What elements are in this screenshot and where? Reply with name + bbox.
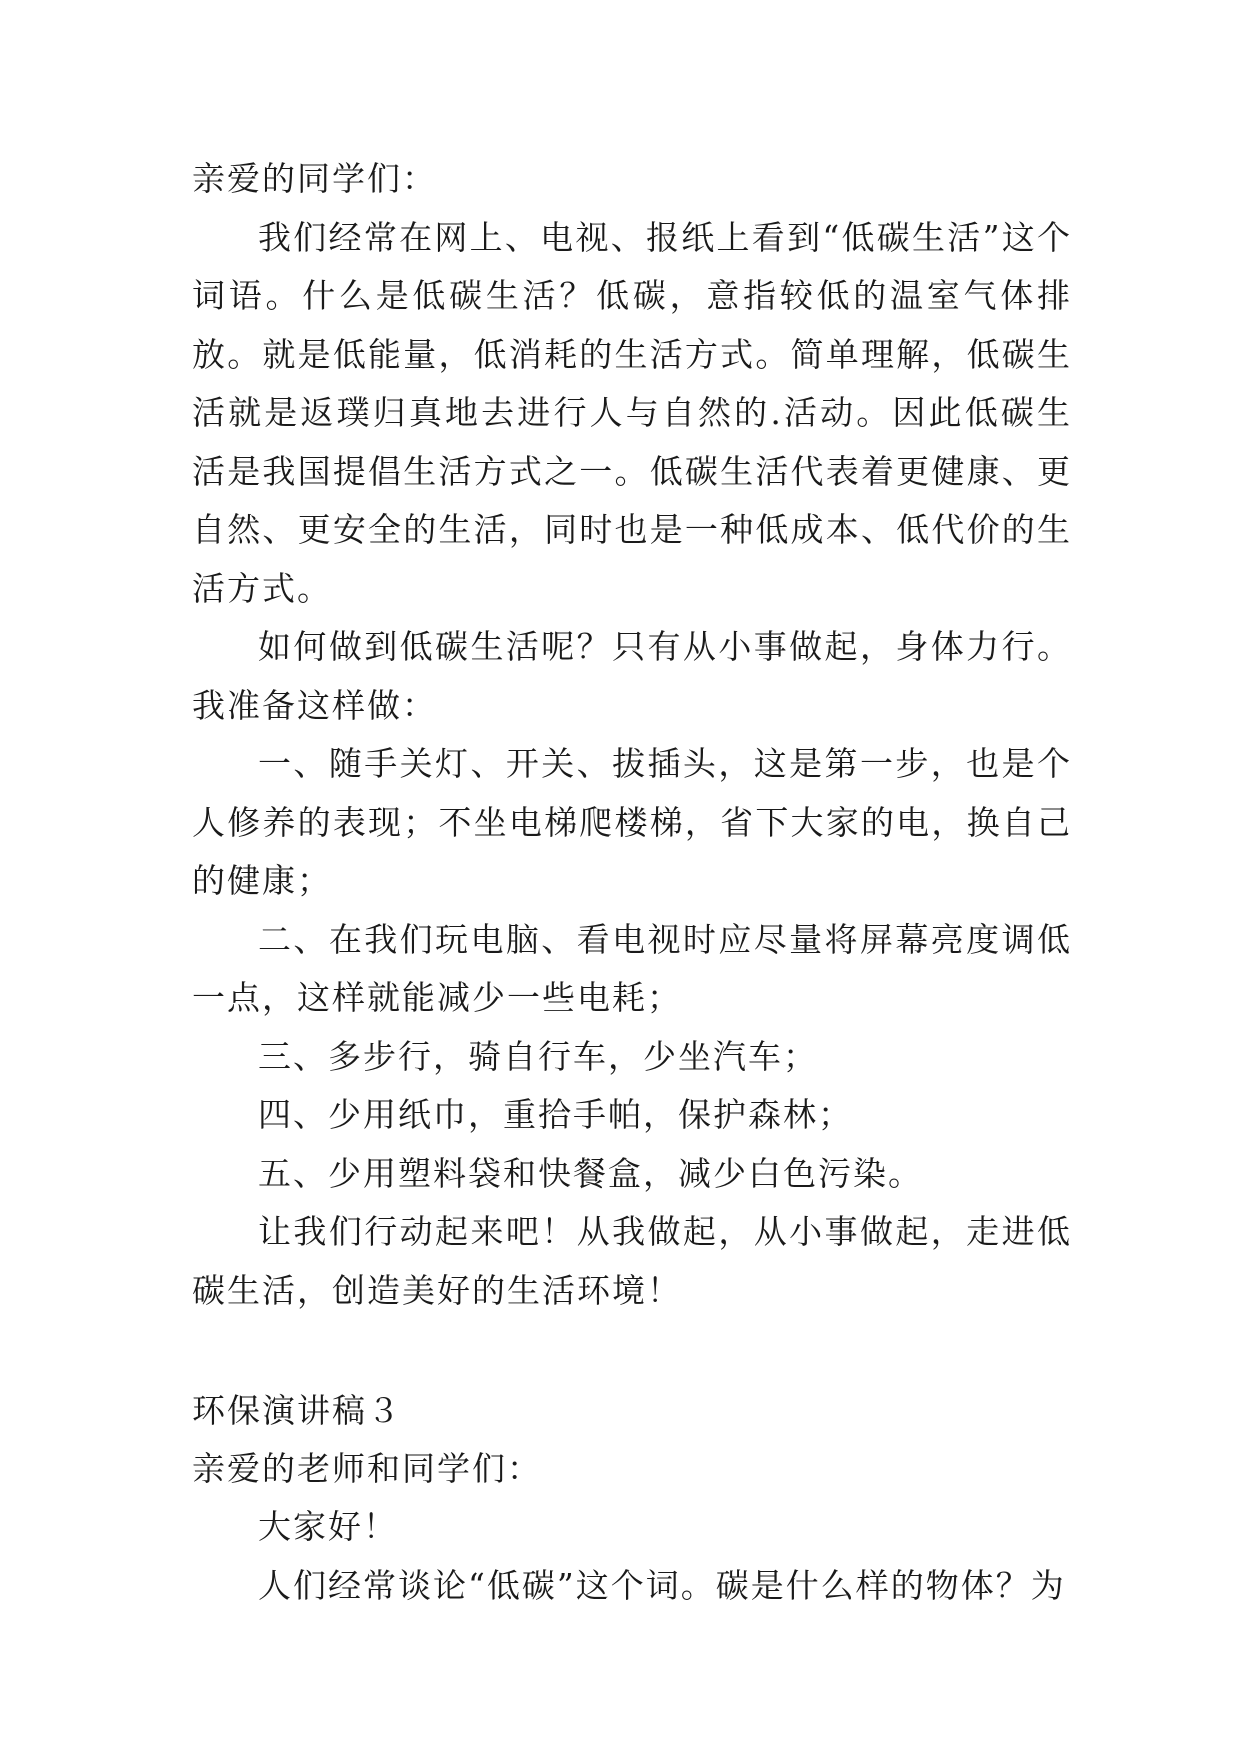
salutation-2: 亲爱的老师和同学们： [192,1449,542,1488]
list-item-2: 二、在我们玩电脑、看电视时应尽量将屏幕亮度调低一点，这样就能减少一些电耗； [192,919,1072,1017]
paragraph-how-to: 如何做到低碳生活呢？只有从小事做起，身体力行。我准备这样做： [192,627,1072,725]
document-body [192,150,1072,1615]
paragraph-carbon-intro: 人们经常谈论“低碳”这个词。碳是什么样的物体？为 [258,1565,1066,1605]
list-item-3: 三、多步行，骑自行车，少坐汽车； [258,1036,818,1076]
closing-paragraph: 让我们行动起来吧！从我做起，从小事做起，走进低碳生活，创造美好的生活环境！ [192,1212,1072,1310]
section-gap [192,1320,1072,1382]
list-item-4: 四、少用纸巾，重拾手帕，保护森林； [258,1095,853,1134]
section-title: 环保演讲稿３ [192,1391,402,1430]
greeting: 大家好！ [258,1507,398,1546]
list-item-1: 一、随手关灯、开关、拔插头，这是第一步，也是个人修养的表现；不坐电梯爬楼梯，省下大家的电，换自己的健康； [192,744,1072,900]
list-item-5: 五、少用塑料袋和快餐盒，减少白色污染。 [258,1153,923,1193]
salutation: 亲爱的同学们： [192,159,437,198]
paragraph-low-carbon-definition: 我们经常在网上、电视、报纸上看到“低碳生活”这个词语。什么是低碳生活？低碳，意指较低的温室气体排放。就是低能量，低消耗的生活方式。简单理解，低碳生活就是返璞归真地去进行人与自然的.活动。因此低碳生活是我国提倡生活方式之一。低碳生活代表着更健康、更自然、更安全的生活，同时也是一种低成本、低代价的生活方式。 [192,217,1072,608]
